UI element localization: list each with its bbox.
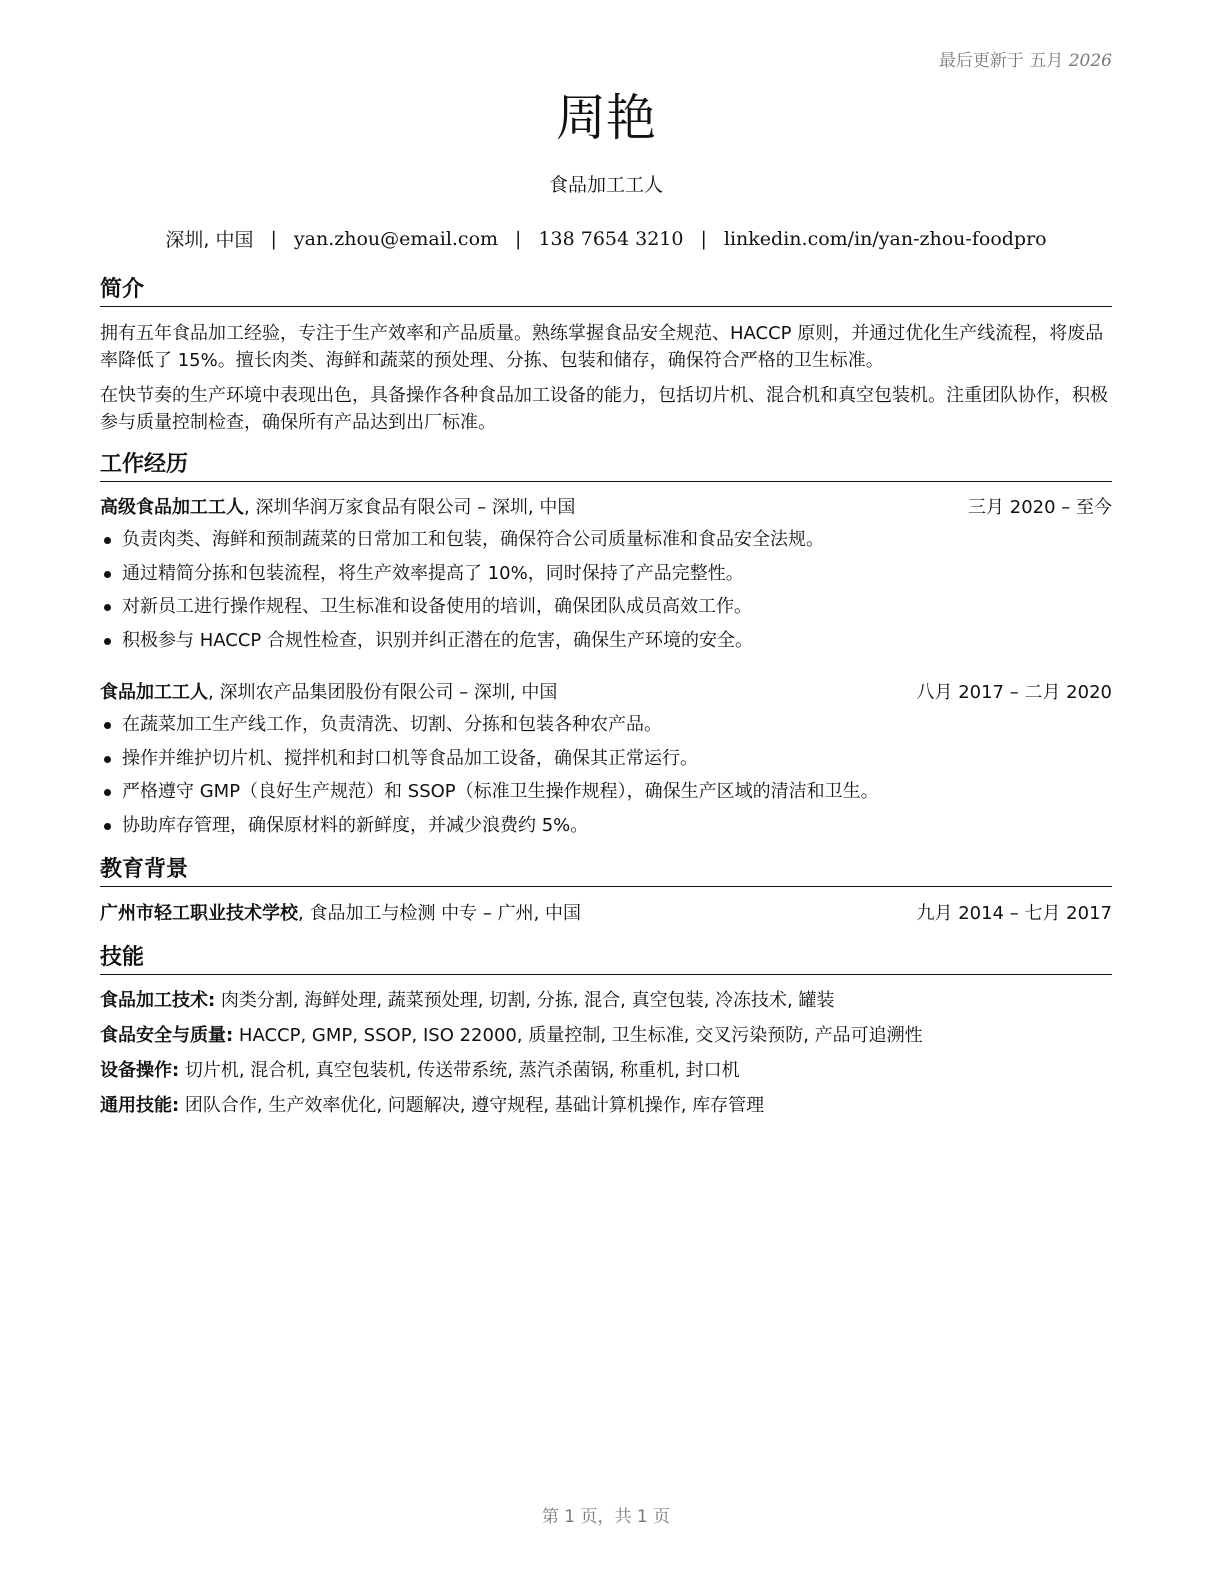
job-role: 高级食品加工工人 — [100, 497, 244, 518]
skill-row — [100, 1058, 1112, 1084]
job-role: 食品加工工人 — [100, 682, 208, 703]
contact-location: 深圳, 中国 — [165, 229, 254, 251]
skill-label: 通用技能: — [100, 1095, 180, 1116]
list-item: 在蔬菜加工生产线工作，负责清洗、切割、分拣和包装各种农产品。 — [100, 710, 1112, 744]
skill-label: 设备操作: — [100, 1060, 180, 1081]
list-item: 严格遵守 GMP（良好生产规范）和 SSOP（标准卫生操作规程），确保生产区域的清洁和卫生。 — [100, 777, 1112, 811]
contact-separator: | — [515, 227, 522, 250]
list-item: 对新员工进行操作规程、卫生标准和设备使用的培训，确保团队成员高效工作。 — [100, 592, 1112, 626]
contact-separator: | — [700, 227, 707, 250]
last-updated — [939, 46, 1112, 71]
summary-paragraph: 在快节奏的生产环境中表现出色，具备操作各种食品加工设备的能力，包括切片机、混合机和真空包装机。注重团队协作，积极参与质量控制检查，确保所有产品达到出厂标准。 — [100, 385, 1108, 433]
last-updated-year: 2026 — [1068, 51, 1112, 71]
list-item: 操作并维护切片机、搅拌机和封口机等食品加工设备，确保其正常运行。 — [100, 744, 1112, 778]
education-entry — [100, 901, 1112, 927]
skill-row — [100, 1093, 1112, 1119]
skill-row — [100, 988, 1112, 1014]
resume-page — [100, 0, 1112, 1584]
last-updated-label: 最后更新于 五月 — [938, 51, 1064, 71]
section-heading-summary: 简介 — [100, 276, 1112, 307]
job-dates: 三月 2020 – 至今 — [968, 497, 1112, 518]
skill-value: 肉类分割, 海鲜处理, 蔬菜预处理, 切割, 分拣, 混合, 真空包装, 冷冻技术, 罐装 — [215, 990, 835, 1011]
job-entry-header — [100, 495, 1112, 521]
page-number-footer: 第 1 页，共 1 页 — [541, 1507, 671, 1527]
list-item: 协助库存管理，确保原材料的新鲜度，并减少浪费约 5%。 — [100, 811, 1112, 845]
contact-phone: 138 7654 3210 — [538, 227, 684, 250]
education-details: , 食品加工与检测 中专 – 广州, 中国 — [298, 903, 582, 924]
job-role-company — [100, 495, 575, 521]
job-bullet-list — [100, 525, 1112, 659]
education-school-details — [100, 901, 581, 927]
skill-label: 食品加工技术: — [100, 990, 216, 1011]
section-heading-experience: 工作经历 — [100, 451, 1112, 482]
job-dates: 八月 2017 – 二月 2020 — [916, 682, 1112, 703]
contact-email-link[interactable]: yan.zhou@email.com — [293, 227, 499, 250]
section-heading-education: 教育背景 — [100, 856, 1112, 887]
education-school: 广州市轻工职业技术学校 — [100, 903, 298, 924]
list-item: 通过精简分拣和包装流程，将生产效率提高了 10%，同时保持了产品完整性。 — [100, 559, 1112, 593]
contact-line — [100, 225, 1112, 252]
summary-paragraph: 拥有五年食品加工经验，专注于生产效率和产品质量。熟练掌握食品安全规范、HACCP 原则，并通过优化生产线流程，将废品率降低了 15%。擅长肉类、海鲜和蔬菜的预处理、分拣、包装和储存，确保符合严格的卫生标准。 — [100, 323, 1104, 371]
list-item: 积极参与 HACCP 合规性检查，识别并纠正潜在的危害，确保生产环境的安全。 — [100, 626, 1112, 660]
skill-value: 团队合作, 生产效率优化, 问题解决, 遵守规程, 基础计算机操作, 库存管理 — [179, 1095, 765, 1116]
job-entry-header — [100, 680, 1112, 706]
skill-value: HACCP, GMP, SSOP, ISO 22000, 质量控制, 卫生标准, 交叉污染预防, 产品可追溯性 — [233, 1025, 923, 1046]
job-role-company — [100, 680, 557, 706]
skill-value: 切片机, 混合机, 真空包装机, 传送带系统, 蒸汽杀菌锅, 称重机, 封口机 — [179, 1060, 740, 1081]
job-bullet-list — [100, 710, 1112, 844]
section-heading-skills: 技能 — [100, 944, 1112, 975]
list-item: 负责肉类、海鲜和预制蔬菜的日常加工和包装，确保符合公司质量标准和食品安全法规。 — [100, 525, 1112, 559]
skill-row — [100, 1023, 1112, 1049]
job-company-location: , 深圳华润万家食品有限公司 – 深圳, 中国 — [244, 497, 576, 518]
contact-linkedin-link[interactable]: linkedin.com/in/yan-zhou-foodpro — [723, 227, 1047, 250]
skill-label: 食品安全与质量: — [100, 1025, 234, 1046]
job-title: 食品加工工人 — [548, 174, 663, 196]
contact-separator: | — [270, 227, 277, 250]
education-dates: 九月 2014 – 七月 2017 — [916, 903, 1112, 924]
job-company-location: , 深圳农产品集团股份有限公司 – 深圳, 中国 — [208, 682, 558, 703]
person-name: 周艳 — [556, 89, 656, 147]
